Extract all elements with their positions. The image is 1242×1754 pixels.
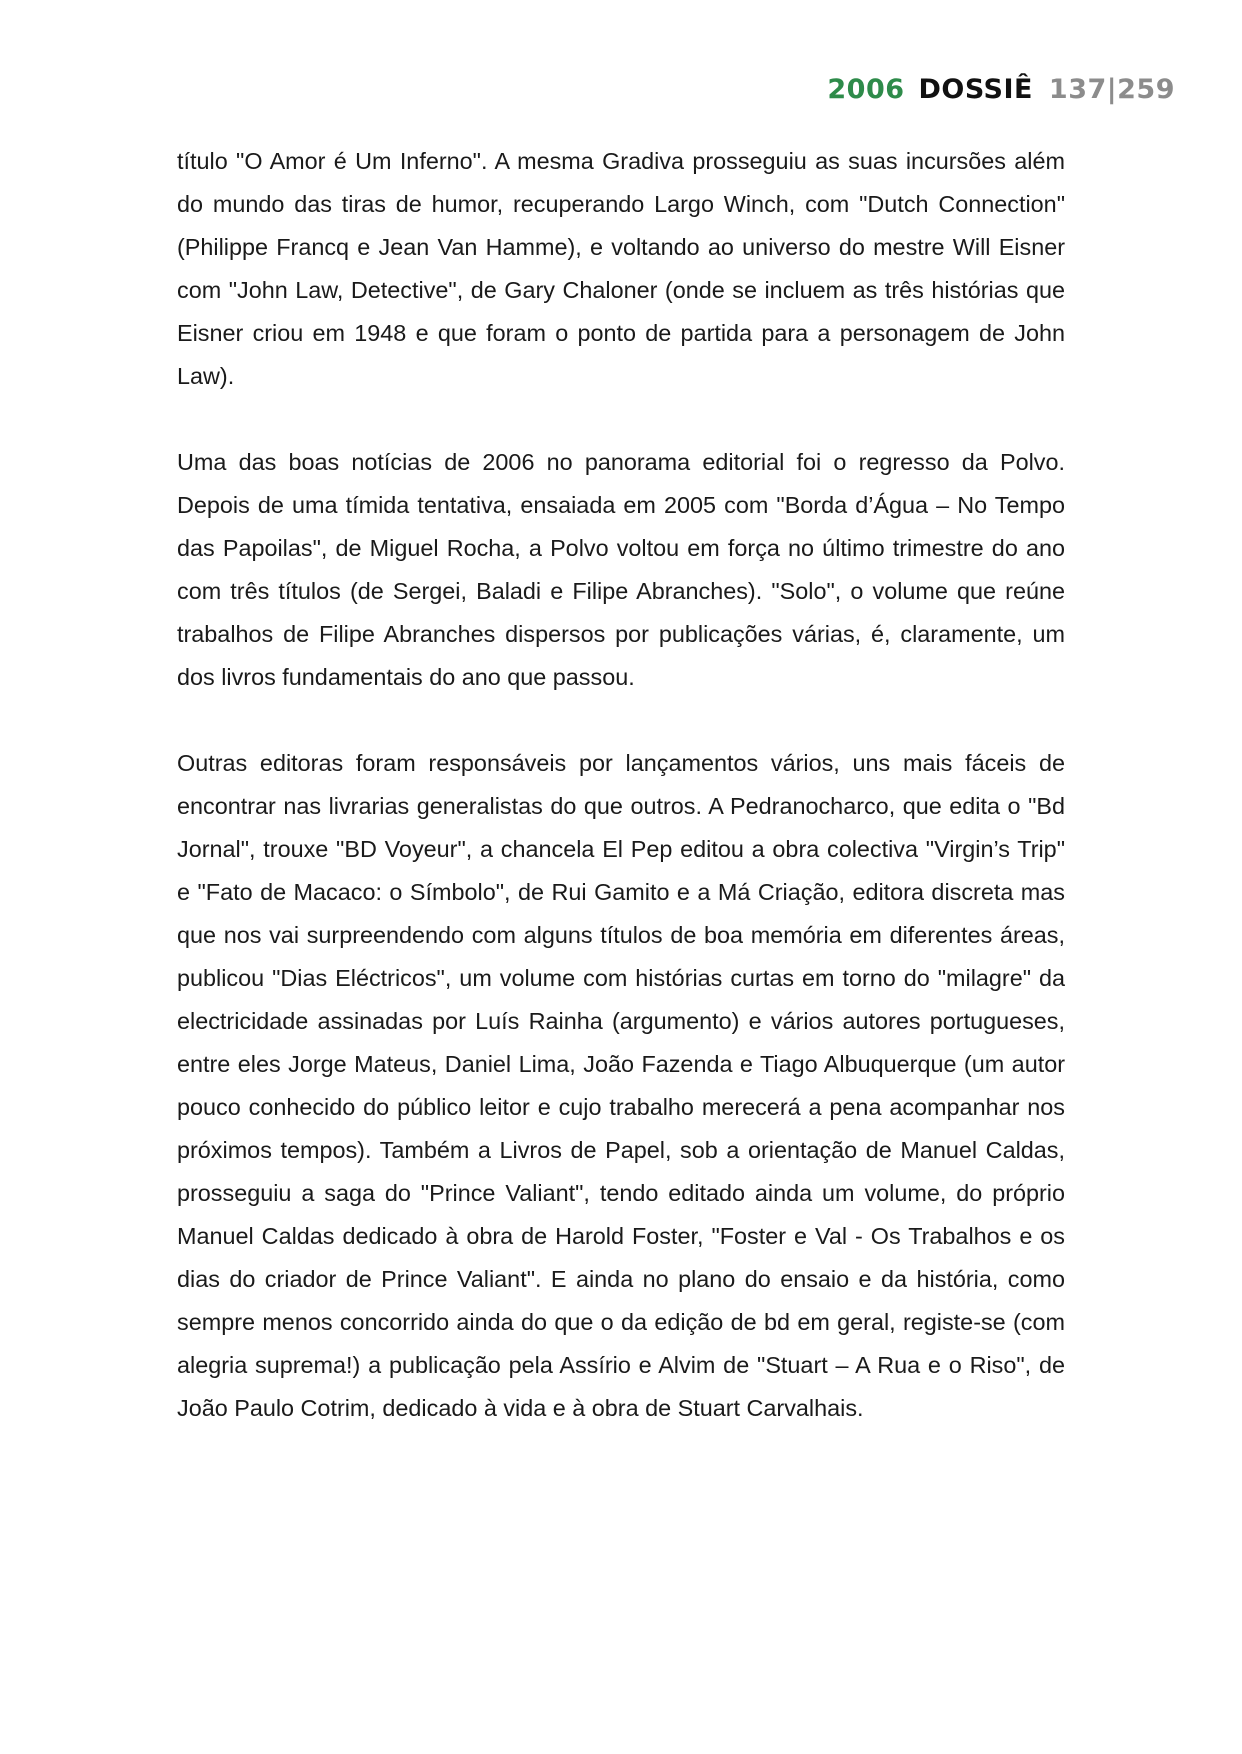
article-body: [177, 140, 1065, 1473]
paragraph: Outras editoras foram responsáveis por lançamentos vários, uns mais fáceis de encontrar nas livrarias generalistas do que outros. A Pedranocharco, que edita o "Bd Jornal", trouxe "BD Voyeur", a chancela El Pep editou a obra colectiva "Virgin’s Trip" e "Fato de Macaco: o Símbolo", de Rui Gamito e a Má Criação, editora discreta mas que nos vai surpreendendo com alguns títulos de boa memória em diferentes áreas, publicou "Dias Eléctricos", um volume com histórias curtas em torno do "milagre" da electricidade assinadas por Luís Rainha (argumento) e vários autores portugueses, entre eles Jorge Mateus, Daniel Lima, João Fazenda e Tiago Albuquerque (um autor pouco conhecido do público leitor e cujo trabalho merecerá a pena acompanhar nos próximos tempos). Também a Livros de Papel, sob a orientação de Manuel Caldas, prosseguiu a saga do "Prince Valiant", tendo editado ainda um volume, do próprio Manuel Caldas dedicado à obra de Harold Foster, "Foster e Val - Os Trabalhos e os dias do criador de Prince Valiant". E ainda no plano do ensaio e da história, como sempre menos concorrido ainda do que o da edição de bd em geral, registe-se (com alegria suprema!) a publicação pela Assírio e Alvim de "Stuart – A Rua e o Riso", de João Paulo Cotrim, dedicado à vida e à obra de Stuart Carvalhais.: [177, 750, 1065, 1421]
paragraph: título "O Amor é Um Inferno". A mesma Gradiva prosseguiu as suas incursões além do mundo das tiras de humor, recuperando Largo Winch, com "Dutch Connection" (Philippe Francq e Jean Van Hamme), e voltando ao universo do mestre Will Eisner com "John Law, Detective", de Gary Chaloner (onde se incluem as três histórias que Eisner criou em 1948 e que foram o ponto de partida para a personagem de John Law).: [177, 148, 1065, 389]
page-header: [827, 74, 1175, 105]
header-page-number: 137|259: [1048, 74, 1175, 105]
header-year: 2006: [827, 74, 905, 105]
header-title: DOSSIÊ: [918, 74, 1033, 105]
paragraph: Uma das boas notícias de 2006 no panorama editorial foi o regresso da Polvo. Depois de uma tímida tentativa, ensaiada em 2005 com "Borda d’Água – No Tempo das Papoilas", de Miguel Rocha, a Polvo voltou em força no último trimestre do ano com três títulos (de Sergei, Baladi e Filipe Abranches). "Solo", o volume que reúne trabalhos de Filipe Abranches dispersos por publicações várias, é, claramente, um dos livros fundamentais do ano que passou.: [177, 449, 1065, 690]
